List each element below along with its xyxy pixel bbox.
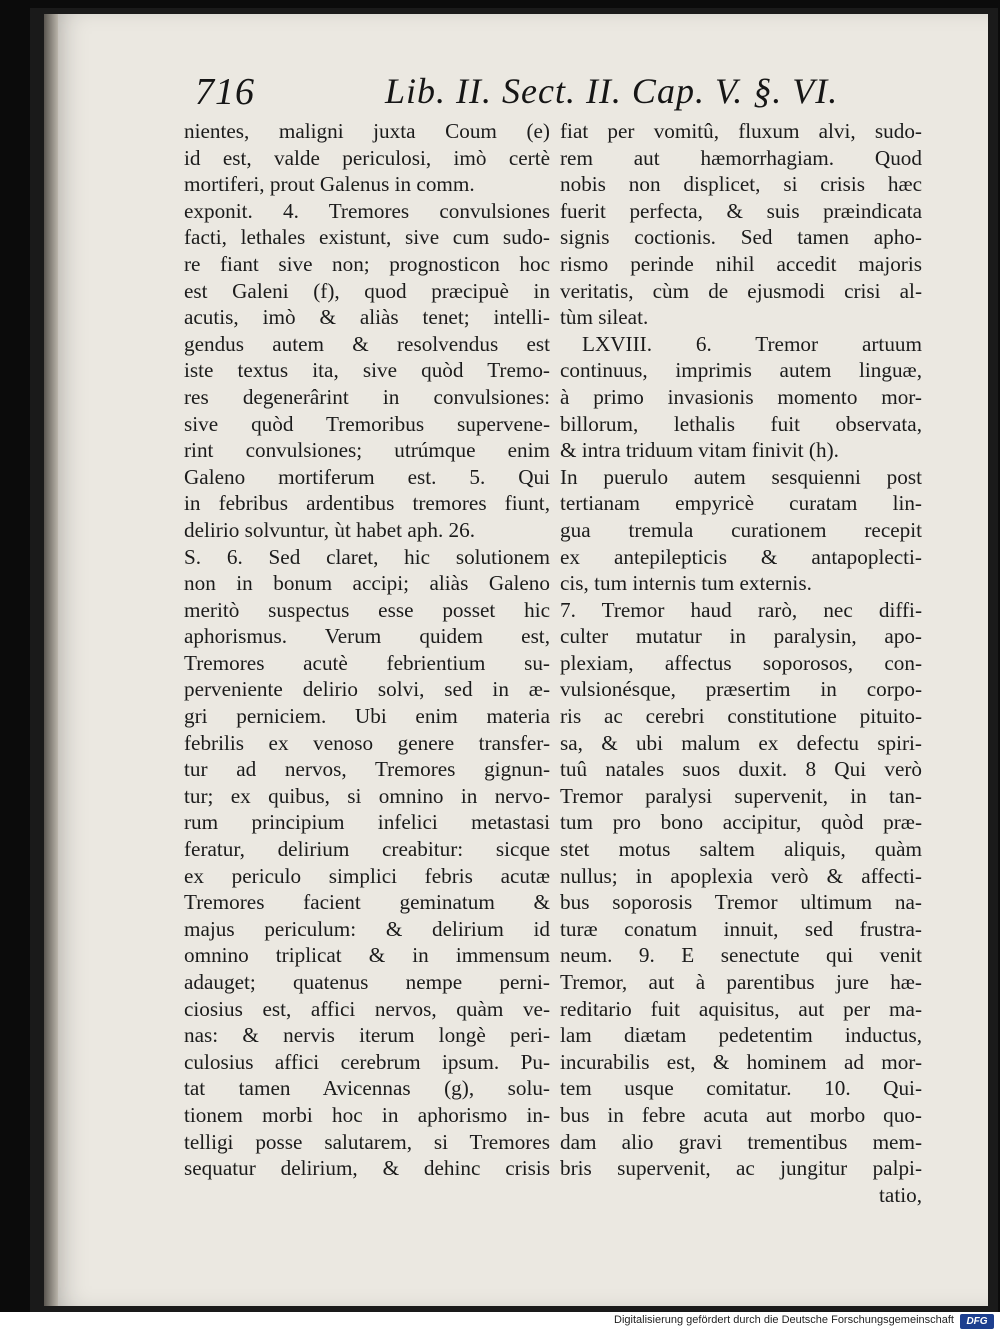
text-line: Tremores acutè febrientium su- xyxy=(184,650,550,675)
text-line: meritò suspectus esse posset hic xyxy=(184,597,550,622)
text-line: à primo invasionis momento mor- xyxy=(560,384,922,409)
text-line: tatio, xyxy=(879,1182,922,1207)
text-line: culter mutatur in paralysin, apo- xyxy=(560,624,922,649)
text-line: ex antepilepticis & antapoplecti- xyxy=(560,544,922,569)
text-line: sequatur delirium, & dehinc crisis xyxy=(184,1156,550,1181)
text-line: signis coctionis. Sed tamen apho- xyxy=(560,225,922,250)
text-line: majus periculum: & delirium id xyxy=(184,916,550,941)
text-line: ex periculo simplici febris acutæ xyxy=(184,863,550,888)
text-line: fiat per vomitû, fluxum alvi, sudo- xyxy=(560,119,922,143)
text-line: adauget; quatenus nempe perni- xyxy=(184,970,550,994)
text-line: continuus, imprimis autem linguæ, xyxy=(560,358,922,383)
text-line: est Galeni (f), quod præcipuè in xyxy=(184,278,550,303)
text-line: reditario fuit aquisitus, aut per ma- xyxy=(560,996,922,1021)
text-line: stet motus saltem aliquis, quàm xyxy=(560,837,922,862)
text-line: facti, lethales existunt, sive cum sudo- xyxy=(184,225,550,250)
text-line: plexiam, affectus soporosos, con- xyxy=(560,650,922,675)
text-line: nas: & nervis iterum longè peri- xyxy=(184,1023,550,1048)
text-line: 7. Tremor haud rarò, nec diffi- xyxy=(560,597,922,622)
text-line: LXVIII. 6. Tremor artuum xyxy=(582,331,922,356)
text-line: Tremor, aut à parentibus jure hæ- xyxy=(560,970,922,994)
text-line: in febribus ardentibus tremores fiunt, xyxy=(184,491,550,516)
text-line: tur ad nervos, Tremores gignun- xyxy=(184,757,550,782)
text-line: acutis, imò & aliàs tenet; intelli- xyxy=(184,305,550,330)
dfg-logo-icon: DFG xyxy=(960,1314,994,1329)
text-line: feratur, delirium creabitur: sicque xyxy=(184,837,550,862)
text-line: telligi posse salutarem, si Tremores xyxy=(184,1129,550,1154)
page-gutter-edge xyxy=(44,14,58,1306)
text-line: Galeno mortiferum est. 5. Qui xyxy=(184,464,550,489)
text-line: omnino triplicat & in immensum xyxy=(184,943,550,968)
text-line: res degenerârint in convulsiones: xyxy=(184,384,550,409)
text-line: tionem morbi hoc in aphorismo in- xyxy=(184,1102,550,1127)
text-line: In puerulo autem sesquienni post xyxy=(560,464,922,489)
text-line: bris supervenit, ac jungitur palpi- xyxy=(560,1156,922,1181)
text-line: dam alio gravi trementibus mem- xyxy=(560,1129,922,1154)
text-line: gri perniciem. Ubi enim materia xyxy=(184,704,550,729)
text-line: rint convulsiones; utrúmque enim xyxy=(184,438,550,463)
text-line: sive quòd Tremoribus supervene- xyxy=(184,411,550,436)
text-line: turæ conatum innuit, sed frustra- xyxy=(560,916,922,941)
text-line: non in bonum accipi; aliàs Galeno xyxy=(184,571,550,596)
text-line: incurabilis est, & hominem ad mor- xyxy=(560,1049,922,1074)
text-line: Tremor paralysi supervenit, in tan- xyxy=(560,783,922,808)
text-line: mortiferi, prout Galenus in comm. xyxy=(184,172,475,197)
text-line: ris ac cerebri constitutione pituito- xyxy=(560,704,922,729)
text-line: delirio solvuntur, ùt habet aph. 26. xyxy=(184,517,476,542)
text-line: bus in febre acuta aut morbo quo- xyxy=(560,1102,922,1127)
page-number: 716 xyxy=(195,71,255,113)
text-line: nobis non displicet, si crisis hæc xyxy=(560,172,922,197)
page-header xyxy=(185,60,925,120)
text-line: tem usque comitatur. 10. Qui- xyxy=(560,1076,922,1101)
text-line: tat tamen Avicennas (g), solu- xyxy=(184,1076,550,1101)
text-line: aphorismus. Verum quidem est, xyxy=(184,624,550,649)
text-line: rum principium infelici metastasi xyxy=(184,810,550,835)
text-line: ciosius est, affici nervos, quàm ve- xyxy=(184,996,550,1021)
running-head: Lib. II. Sect. II. Cap. V. §. VI. xyxy=(385,71,839,111)
text-line: billorum, lethalis fuit observata, xyxy=(560,411,922,436)
text-line: veritatis, cùm de ejusmodi crisi al- xyxy=(560,278,922,303)
text-line: gendus autem & resolvendus est xyxy=(184,331,550,356)
text-line: tur; ex quibus, si omnino in nervo- xyxy=(184,783,550,808)
text-line: rem aut hæmorrhagiam. Quod xyxy=(560,145,922,170)
text-line: re fiant sive non; prognosticon hoc xyxy=(184,251,550,276)
text-line: rismo perinde nihil accedit majoris xyxy=(560,251,922,276)
funding-notice: Digitalisierung gefördert durch die Deutsche Forschungsgemeinschaft xyxy=(614,1314,954,1326)
text-line: culosius affici cerebrum ipsum. Pu- xyxy=(184,1049,550,1074)
left-text-column xyxy=(184,118,550,1182)
text-line: id est, valde periculosi, imò certè xyxy=(184,145,550,170)
text-line: S. 6. Sed claret, hic solutionem xyxy=(184,544,550,569)
right-text-column xyxy=(560,118,922,1208)
text-line: tuû natales suos duxit. 8 Qui verò xyxy=(560,757,922,782)
text-line: bus soporosis Tremor ultimum na- xyxy=(560,890,922,915)
text-line: neum. 9. E senectute qui venit xyxy=(560,943,922,968)
text-line: iste textus ita, sive quòd Tremo- xyxy=(184,358,550,383)
text-line: tertianam empyricè curatam lin- xyxy=(560,491,922,516)
text-line: cis, tum internis tum externis. xyxy=(560,571,812,596)
text-line: & intra triduum vitam finivit (h). xyxy=(560,438,839,463)
text-line: sa, & ubi malum ex defectu spiri- xyxy=(560,730,922,755)
text-line: febrilis ex venoso genere transfer- xyxy=(184,730,550,755)
text-line: lam diætam pedetentim inductus, xyxy=(560,1023,922,1048)
text-line: perveniente delirio solvi, sed in æ- xyxy=(184,677,550,702)
text-line: exponit. 4. Tremores convulsiones xyxy=(184,198,550,223)
text-line: gua tremula curationem recepit xyxy=(560,517,922,542)
text-line: nientes, maligni juxta Coum (e) xyxy=(184,119,550,143)
text-line: fuerit perfecta, & suis præindicata xyxy=(560,198,922,223)
text-line: Tremores facient geminatum & xyxy=(184,890,550,915)
text-line: nullus; in apoplexia verò & affecti- xyxy=(560,863,922,888)
text-line: tum pro bono accipitur, quòd præ- xyxy=(560,810,922,835)
footer-bar xyxy=(0,1312,1000,1332)
text-line: tùm sileat. xyxy=(560,305,649,330)
text-line: vulsionésque, præsertim in corpo- xyxy=(560,677,922,702)
